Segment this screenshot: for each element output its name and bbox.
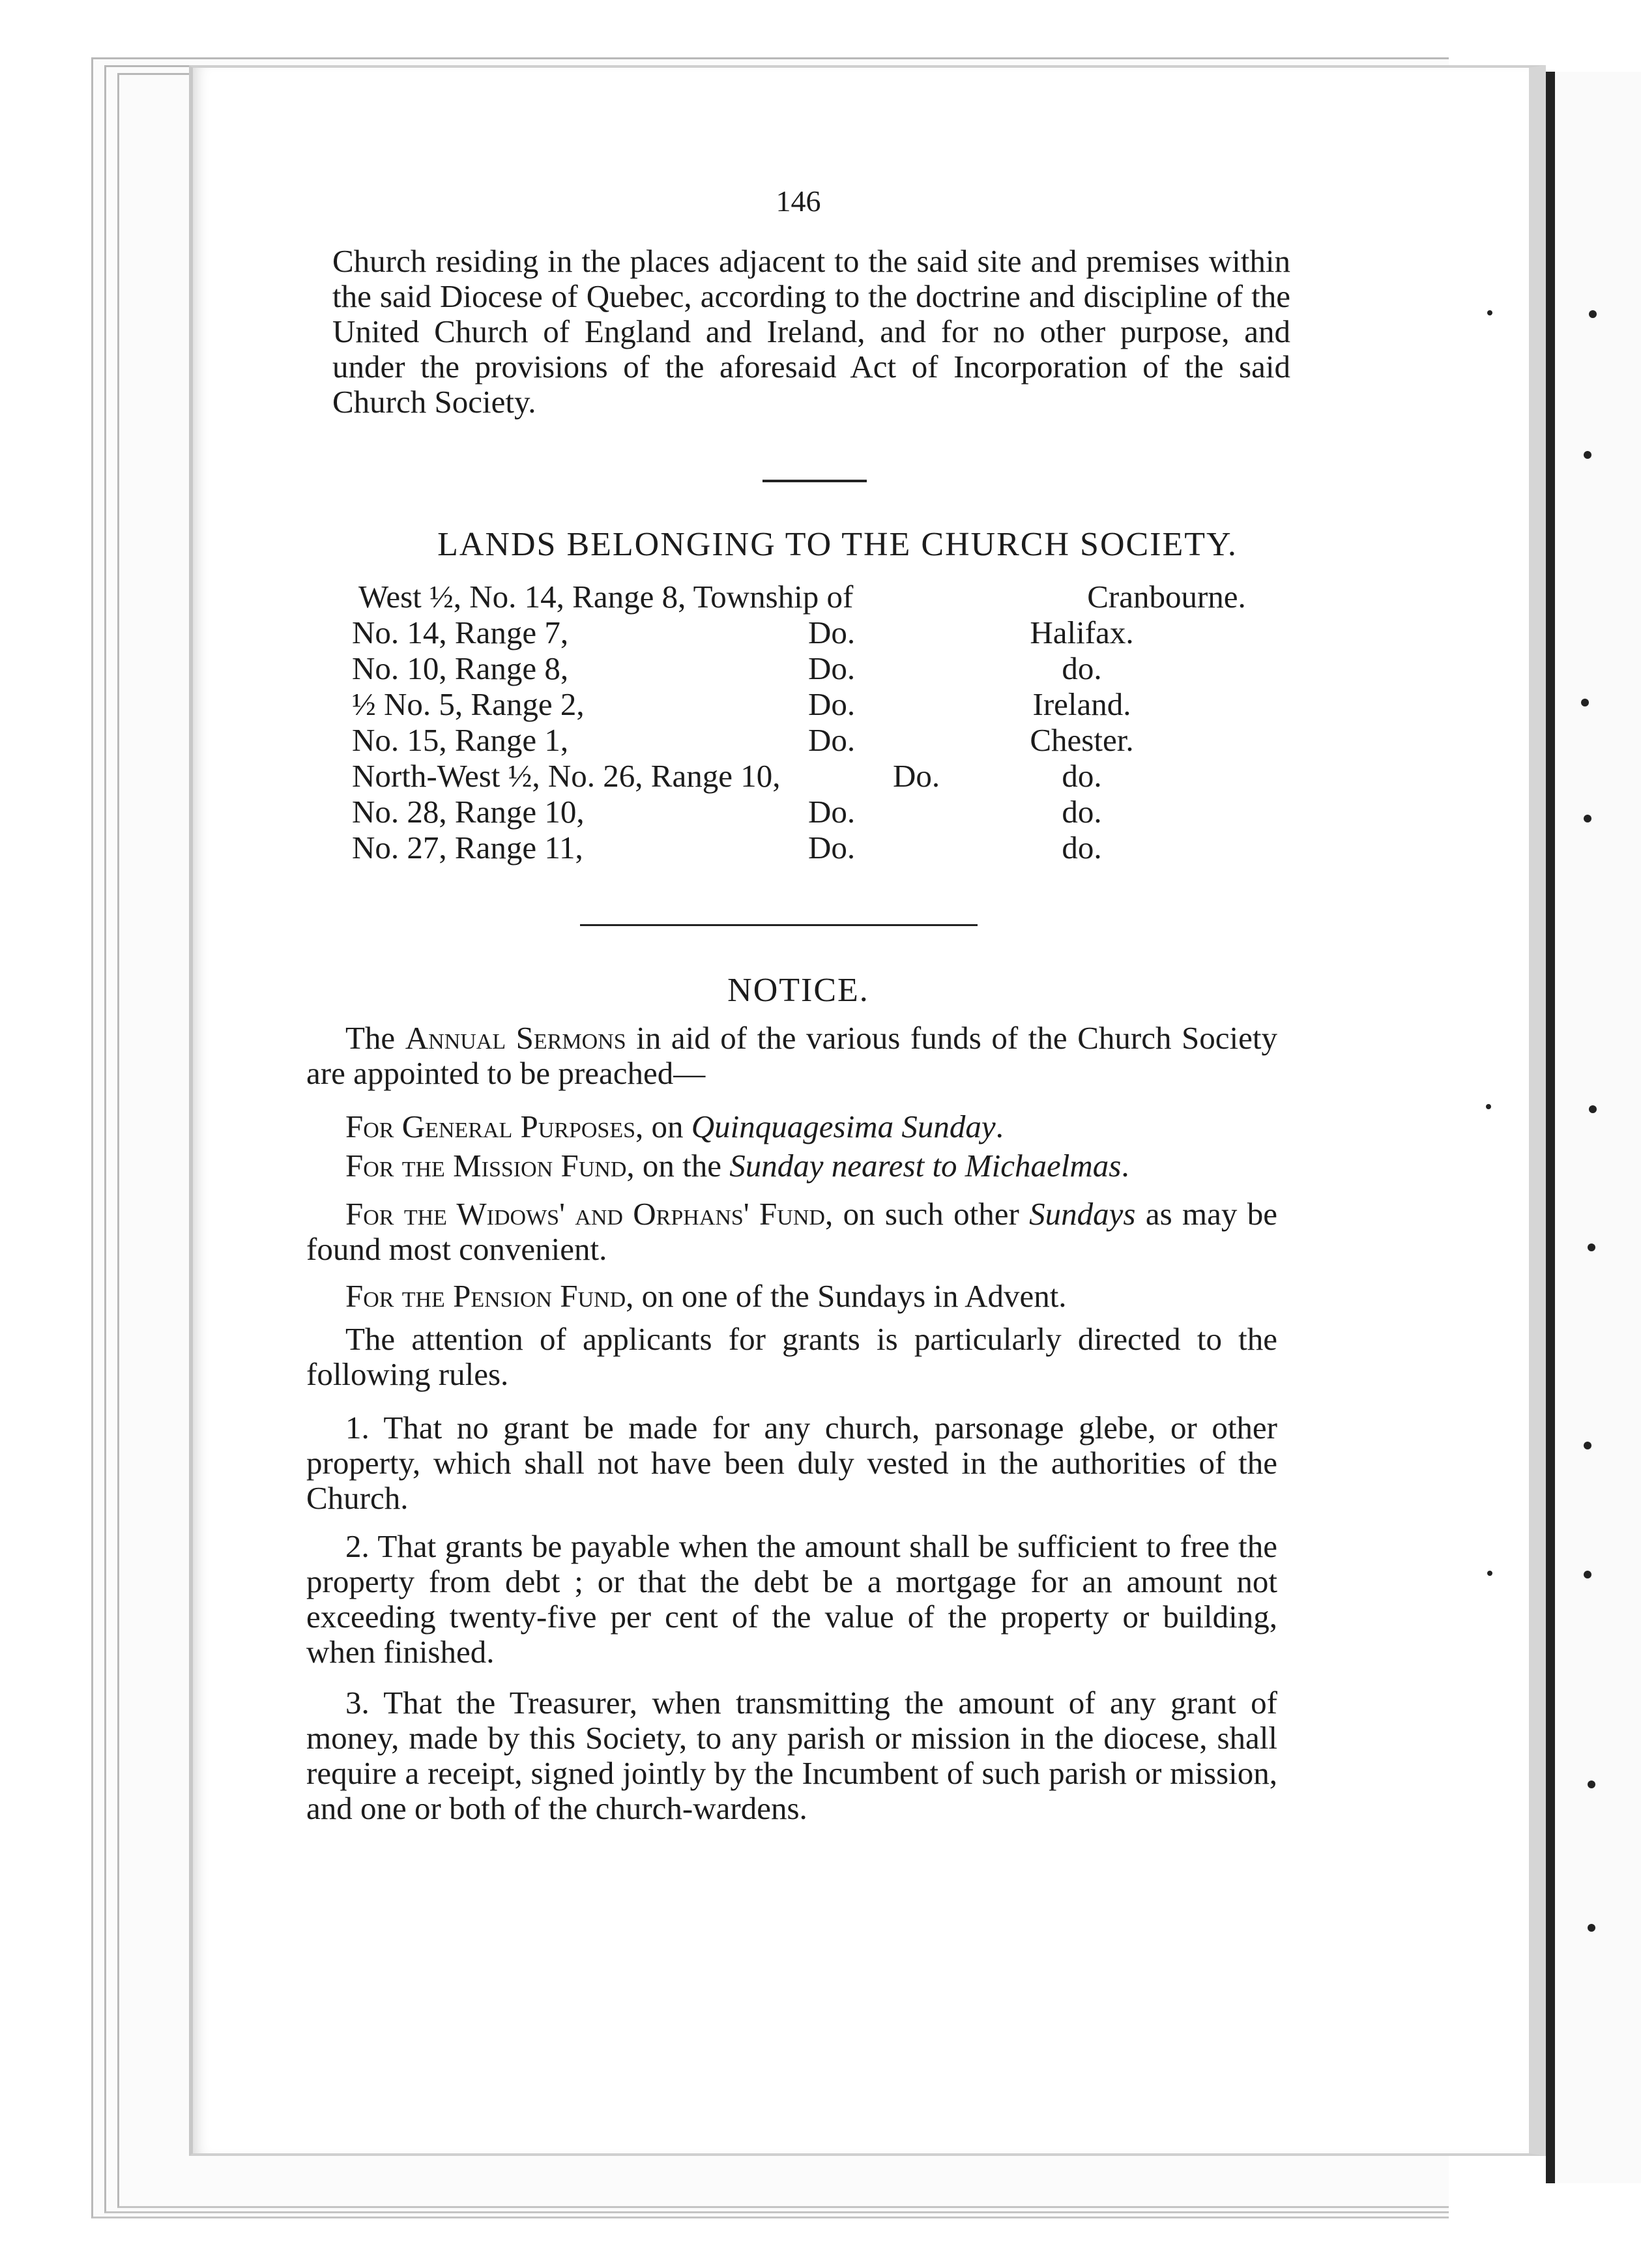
list-item — [352, 686, 1264, 722]
print-speck — [1588, 1243, 1595, 1251]
print-speck — [1584, 451, 1591, 459]
land-lot: No. 15, Range 1, — [352, 722, 569, 758]
book-gutter — [1546, 72, 1555, 2183]
notice-heading: NOTICE. — [727, 972, 869, 1009]
print-speck — [1581, 699, 1589, 706]
section-divider — [762, 480, 867, 482]
section-divider — [580, 924, 978, 926]
sermon-day: Sunday nearest to Michaelmas — [729, 1148, 1122, 1184]
sermon-day: Quinquagesima Sunday — [691, 1109, 996, 1144]
print-speck — [1487, 310, 1492, 315]
rule-item: 2. That grants be payable when the amount shall be sufficient to free the property from debt ; or that the debt be a mortgage for an amount not exceeding twenty-five per cent of the value of the property or building, when finished. — [306, 1528, 1277, 1670]
sermon-text: , on the — [626, 1148, 730, 1184]
rule-item: 3. That the Treasurer, when transmitting the amount of any grant of money, made by this Society, to any parish or mission in the diocese, shall require a receipt, signed jointly by the Incumbent of such parish or mission, and one or both of the church-wardens. — [306, 1685, 1277, 1826]
land-lot: North-West ½, No. 26, Range 10, — [352, 758, 781, 794]
land-place: Halifax. — [1030, 615, 1134, 650]
land-township-do: Do. — [893, 758, 940, 794]
land-place: Cranbourne. — [1087, 579, 1246, 615]
lands-list — [352, 579, 1264, 865]
sermon-day: Sundays — [1029, 1196, 1136, 1232]
fund-label: For the Widows' and Orphans' Fund — [345, 1196, 825, 1232]
land-place: Ireland. — [1032, 686, 1131, 722]
print-speck — [1486, 1104, 1491, 1109]
facing-page-edge — [1555, 72, 1641, 2183]
sermon-text: . — [995, 1109, 1004, 1144]
sermon-item — [306, 1109, 1277, 1144]
sermon-text: , on such other — [824, 1196, 1030, 1232]
sermon-text: . — [1121, 1148, 1129, 1184]
print-speck — [1584, 1571, 1591, 1578]
notice-intro-text: The — [345, 1020, 405, 1056]
lands-heading: LANDS BELONGING TO THE CHURCH SOCIETY. — [437, 526, 1238, 563]
fund-label: For General Purposes — [345, 1109, 635, 1144]
list-item — [352, 794, 1264, 830]
rule-item: 1. That no grant be made for any church, parsonage glebe, or other property, which shall not have been duly vested in the authorities of the Church. — [306, 1410, 1277, 1516]
list-item — [352, 830, 1264, 865]
land-township-do: Do. — [808, 650, 856, 686]
list-item — [352, 722, 1264, 758]
land-lot: ½ No. 5, Range 2, — [352, 686, 585, 722]
list-item — [352, 650, 1264, 686]
notice-intro — [306, 1021, 1277, 1091]
sermon-item — [306, 1279, 1277, 1314]
list-item — [352, 615, 1264, 650]
print-speck — [1589, 310, 1597, 318]
fund-label: For the Mission Fund — [345, 1148, 627, 1184]
land-place: do. — [1062, 794, 1102, 830]
print-speck — [1589, 1105, 1597, 1113]
print-speck — [1588, 1781, 1595, 1788]
sermon-item — [306, 1197, 1277, 1267]
land-township-do: Do. — [808, 830, 856, 865]
land-lot: West ½, No. 14, Range 8, Township of — [358, 579, 854, 615]
land-lot: No. 14, Range 7, — [352, 615, 569, 650]
land-township-do: Do. — [808, 722, 856, 758]
annual-sermons-label: Annual Sermons — [405, 1020, 626, 1056]
land-lot: No. 28, Range 10, — [352, 794, 585, 830]
land-lot: No. 10, Range 8, — [352, 650, 569, 686]
page-number: 146 — [776, 184, 821, 218]
sermon-text: as may be found most convenient. — [306, 1196, 1277, 1267]
fund-label: For the Pension Fund — [345, 1278, 626, 1314]
land-place: do. — [1062, 650, 1102, 686]
land-place: do. — [1062, 758, 1102, 794]
land-place: do. — [1062, 830, 1102, 865]
print-speck — [1487, 1571, 1492, 1576]
notice-intro-text: in aid of the various funds of the Church Society are appointed to be preached— — [306, 1020, 1277, 1091]
print-speck — [1588, 1924, 1595, 1932]
land-place: Chester. — [1030, 722, 1134, 758]
sermon-text: , on — [635, 1109, 691, 1144]
sermon-text: , on one of the Sundays in Advent. — [626, 1278, 1067, 1314]
land-township-do: Do. — [808, 615, 856, 650]
land-township-do: Do. — [808, 686, 856, 722]
opening-paragraph: Church residing in the places adjacent to the said site and premises within the said Diocese of Quebec, according to the doctrine and discipline of the United Church of England and Ireland, and for no other purpose, and under the provisions of the aforesaid Act of Incorporation of the said Church Society. — [332, 243, 1290, 420]
list-item — [352, 579, 1264, 615]
list-item — [352, 758, 1264, 794]
print-speck — [1584, 1442, 1591, 1449]
land-lot: No. 27, Range 11, — [352, 830, 583, 865]
attention-paragraph: The attention of applicants for grants is particularly directed to the following rules. — [306, 1321, 1277, 1392]
land-township-do: Do. — [808, 794, 856, 830]
print-speck — [1584, 815, 1591, 822]
sermon-item — [306, 1148, 1277, 1184]
